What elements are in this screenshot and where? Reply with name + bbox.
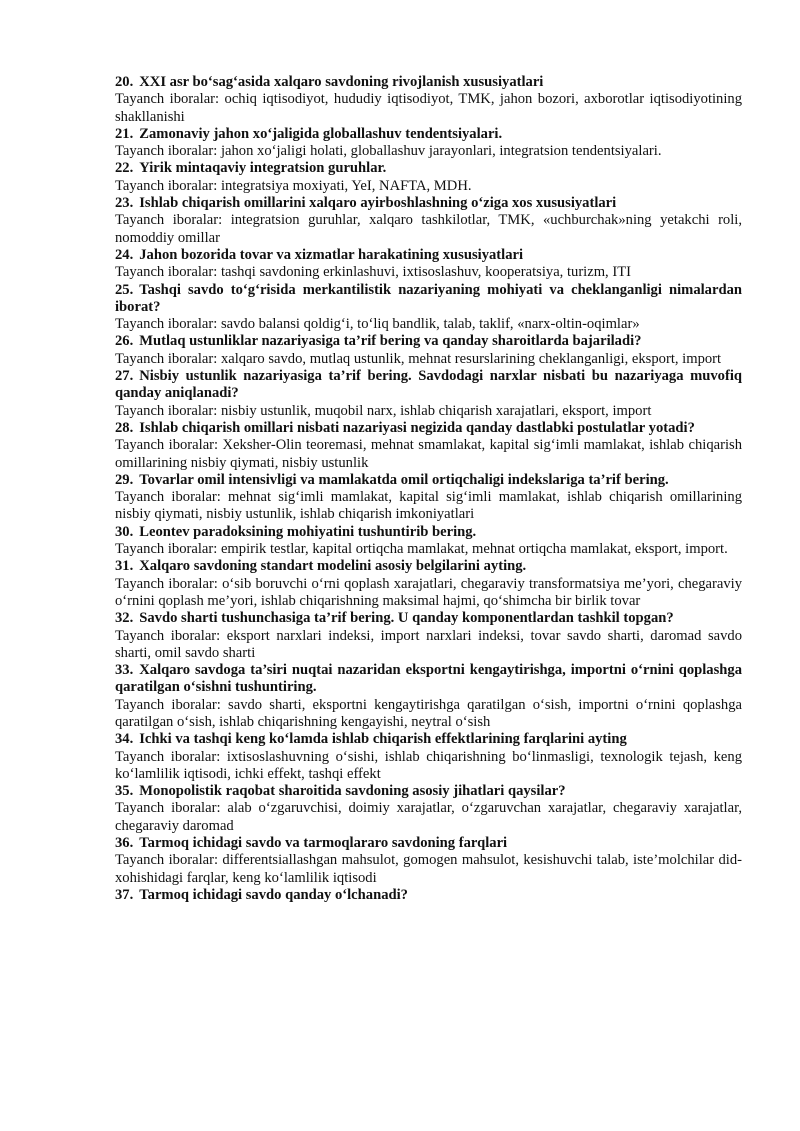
question-heading xyxy=(115,282,742,317)
keywords-text: Tayanch iboralar: savdo balansi qoldig‘i, to‘liq bandlik, talab, taklif, «narx-oltin-oqimlar» xyxy=(115,316,640,333)
question-number: 24. xyxy=(115,246,134,263)
question-number: 28. xyxy=(115,419,134,436)
question-number: 26. xyxy=(115,333,134,350)
question-item xyxy=(115,610,742,662)
question-text: Ichki va tashqi keng ko‘lamda ishlab chiqarish effektlarining farqlarini ayting xyxy=(139,731,627,748)
question-number: 36. xyxy=(115,835,134,852)
question-heading xyxy=(115,420,742,437)
question-item xyxy=(115,420,742,472)
question-number: 22. xyxy=(115,160,134,177)
question-text: Nisbiy ustunlik nazariyasiga ta’rif bering. Savdodagi narxlar nisbati bu nazariyaga muvofiq qanday aniqlanadi? xyxy=(115,368,742,402)
question-number: 31. xyxy=(115,558,134,575)
question-number: 23. xyxy=(115,195,134,212)
question-text: Ishlab chiqarish omillari nisbati nazariyasi negizida qanday dastlabki postulatlar yotadi? xyxy=(139,419,695,436)
question-item xyxy=(115,558,742,610)
keywords-text: Tayanch iboralar: empirik testlar, kapital ortiqcha mamlakat, mehnat ortiqcha mamlakat, eksport, import. xyxy=(115,541,728,558)
question-item xyxy=(115,783,742,835)
question-item xyxy=(115,333,742,368)
question-text: Tarmoq ichidagi savdo qanday o‘lchanadi? xyxy=(139,886,408,903)
question-text: Leontev paradoksining mohiyatini tushuntirib bering. xyxy=(139,523,477,540)
question-item xyxy=(115,282,742,334)
question-heading xyxy=(115,160,742,177)
keywords-text: Tayanch iboralar: savdo sharti, eksportni kengaytirishga qaratilgan o‘sish, importni o‘rnini qoplashga qaratilgan o‘sish, ishlab chiqarishning kengayishi, neytral o‘sish xyxy=(115,696,742,730)
question-text: Tarmoq ichidagi savdo va tarmoqlararo savdoning farqlari xyxy=(139,835,508,852)
keywords-text: Tayanch iboralar: alab o‘zgaruvchisi, doimiy xarajatlar, o‘zgaruvchan xarajatlar, chegaraviy xarajatlar, chegaraviy daromad xyxy=(115,800,742,834)
keywords-text: Tayanch iboralar: differentsiallashgan mahsulot, gomogen mahsulot, kesishuvchi talab, iste’molchilar did-xohishidagi farqlar, keng ko‘lamlilik iqtisodi xyxy=(115,852,742,886)
question-item xyxy=(115,662,742,731)
question-item xyxy=(115,126,742,161)
question-text: Tashqi savdo to‘g‘risida merkantilistik nazariyaning mohiyati va cheklanganligi nimalardan iborat? xyxy=(115,281,742,315)
question-text: Ishlab chiqarish omillarini xalqaro ayirboshlashning o‘ziga xos xususiyatlari xyxy=(139,195,617,212)
keywords-text: Tayanch iboralar: nisbiy ustunlik, muqobil narx, ishlab chiqarish xarajatlari, eksport, import xyxy=(115,402,652,419)
question-number: 33. xyxy=(115,662,134,679)
question-number: 30. xyxy=(115,523,134,540)
question-number: 21. xyxy=(115,125,134,142)
question-text: Monopolistik raqobat sharoitida savdoning asosiy jihatlari qaysilar? xyxy=(139,783,566,800)
question-text: Xalqaro savdoga ta’siri nuqtai nazaridan eksportni kengaytirishga, importni o‘rnini qoplashga qaratilgan o‘sishni tushuntiring. xyxy=(115,662,742,696)
question-item xyxy=(115,887,742,904)
keywords-text: Tayanch iboralar: ochiq iqtisodiyot, hududiy iqtisodiyot, TMK, jahon bozori, axborotlar iqtisodiyotining shakllanishi xyxy=(115,91,742,125)
question-number: 29. xyxy=(115,471,134,488)
question-heading xyxy=(115,472,742,489)
question-text: Jahon bozorida tovar va xizmatlar harakatining xususiyatlari xyxy=(139,246,524,263)
question-heading xyxy=(115,524,742,541)
question-heading xyxy=(115,195,742,212)
question-heading xyxy=(115,835,742,852)
keywords-text: Tayanch iboralar: tashqi savdoning erkinlashuvi, ixtisoslashuv, kooperatsiya, turizm, ITI xyxy=(115,264,631,281)
question-number: 20. xyxy=(115,74,134,90)
document-page xyxy=(115,74,742,904)
question-number: 37. xyxy=(115,886,134,903)
question-item xyxy=(115,472,742,524)
keywords-text: Tayanch iboralar: ixtisoslashuvning o‘sishi, ishlab chiqarishning bo‘linmasligi, texnologik tejash, keng ko‘lamlilik iqtisodi, ichki effekt, tashqi effekt xyxy=(115,748,742,782)
question-heading xyxy=(115,610,742,627)
question-text: Tovarlar omil intensivligi va mamlakatda omil ortiqchaligi indekslariga ta’rif bering. xyxy=(139,471,669,488)
question-text: Savdo sharti tushunchasiga ta’rif bering. U qanday komponentlardan tashkil topgan? xyxy=(139,610,674,627)
keywords-text: Tayanch iboralar: integratsiya moxiyati, YeI, NAFTA, MDH. xyxy=(115,177,472,194)
question-heading xyxy=(115,333,742,350)
keywords-text: Tayanch iboralar: integratsion guruhlar, xalqaro tashkilotlar, TMK, «uchburchak»ning yetakchi roli, nomoddiy omillar xyxy=(115,212,742,246)
keywords-text: Tayanch iboralar: o‘sib boruvchi o‘rni qoplash xarajatlari, chegaraviy transformatsiya me’yori, chegaraviy o‘rnini qoplash me’yori, ishlab chiqarishning maksimal hajmi, qo‘shimcha bir birlik tovar xyxy=(115,575,742,609)
question-number: 32. xyxy=(115,610,134,627)
keywords-text: Tayanch iboralar: Xeksher-Olin teoremasi, mehnat smamlakat, kapital sig‘imli mamlakat, ishlab chiqarish omillarining nisbiy qiymati, nisbiy ustunlik xyxy=(115,437,742,471)
question-text: Xalqaro savdoning standart modelini asosiy belgilarini ayting. xyxy=(139,558,527,575)
question-text: XXI asr bo‘sag‘asida xalqaro savdoning rivojlanish xususiyatlari xyxy=(139,74,544,90)
question-heading xyxy=(115,731,742,748)
question-heading xyxy=(115,887,742,904)
question-number: 35. xyxy=(115,783,134,800)
question-heading xyxy=(115,662,742,697)
question-item xyxy=(115,835,742,887)
question-number: 27. xyxy=(115,368,134,385)
question-text: Mutlaq ustunliklar nazariyasiga ta’rif bering va qanday sharoitlarda bajariladi? xyxy=(139,333,642,350)
question-number: 34. xyxy=(115,731,134,748)
question-item xyxy=(115,731,742,783)
keywords-text: Tayanch iboralar: jahon xo‘jaligi holati, globallashuv jarayonlari, integratsion tendentsiyalari. xyxy=(115,143,662,160)
question-text: Zamonaviy jahon xo‘jaligida globallashuv tendentsiyalari. xyxy=(139,125,503,142)
question-number: 25. xyxy=(115,281,134,298)
question-heading xyxy=(115,74,742,91)
question-heading xyxy=(115,783,742,800)
question-heading xyxy=(115,247,742,264)
question-item xyxy=(115,74,742,126)
question-text: Yirik mintaqaviy integratsion guruhlar. xyxy=(139,160,387,177)
question-item xyxy=(115,195,742,247)
keywords-text: Tayanch iboralar: xalqaro savdo, mutlaq ustunlik, mehnat resurslarining cheklanganligi, eksport, import xyxy=(115,350,722,367)
question-item xyxy=(115,247,742,282)
question-heading xyxy=(115,126,742,143)
question-heading xyxy=(115,368,742,403)
question-item xyxy=(115,368,742,420)
keywords-text: Tayanch iboralar: eksport narxlari indeksi, import narxlari indeksi, tovar savdo sharti, daromad savdo sharti, omil savdo sharti xyxy=(115,627,742,661)
question-item xyxy=(115,160,742,195)
question-heading xyxy=(115,558,742,575)
question-item xyxy=(115,524,742,559)
keywords-text: Tayanch iboralar: mehnat sig‘imli mamlakat, kapital sig‘imli mamlakat, ishlab chiqarish omillarining nisbiy qiymati, nisbiy ustunlik, ishlab chiqarish imkoniyatlari xyxy=(115,489,742,523)
